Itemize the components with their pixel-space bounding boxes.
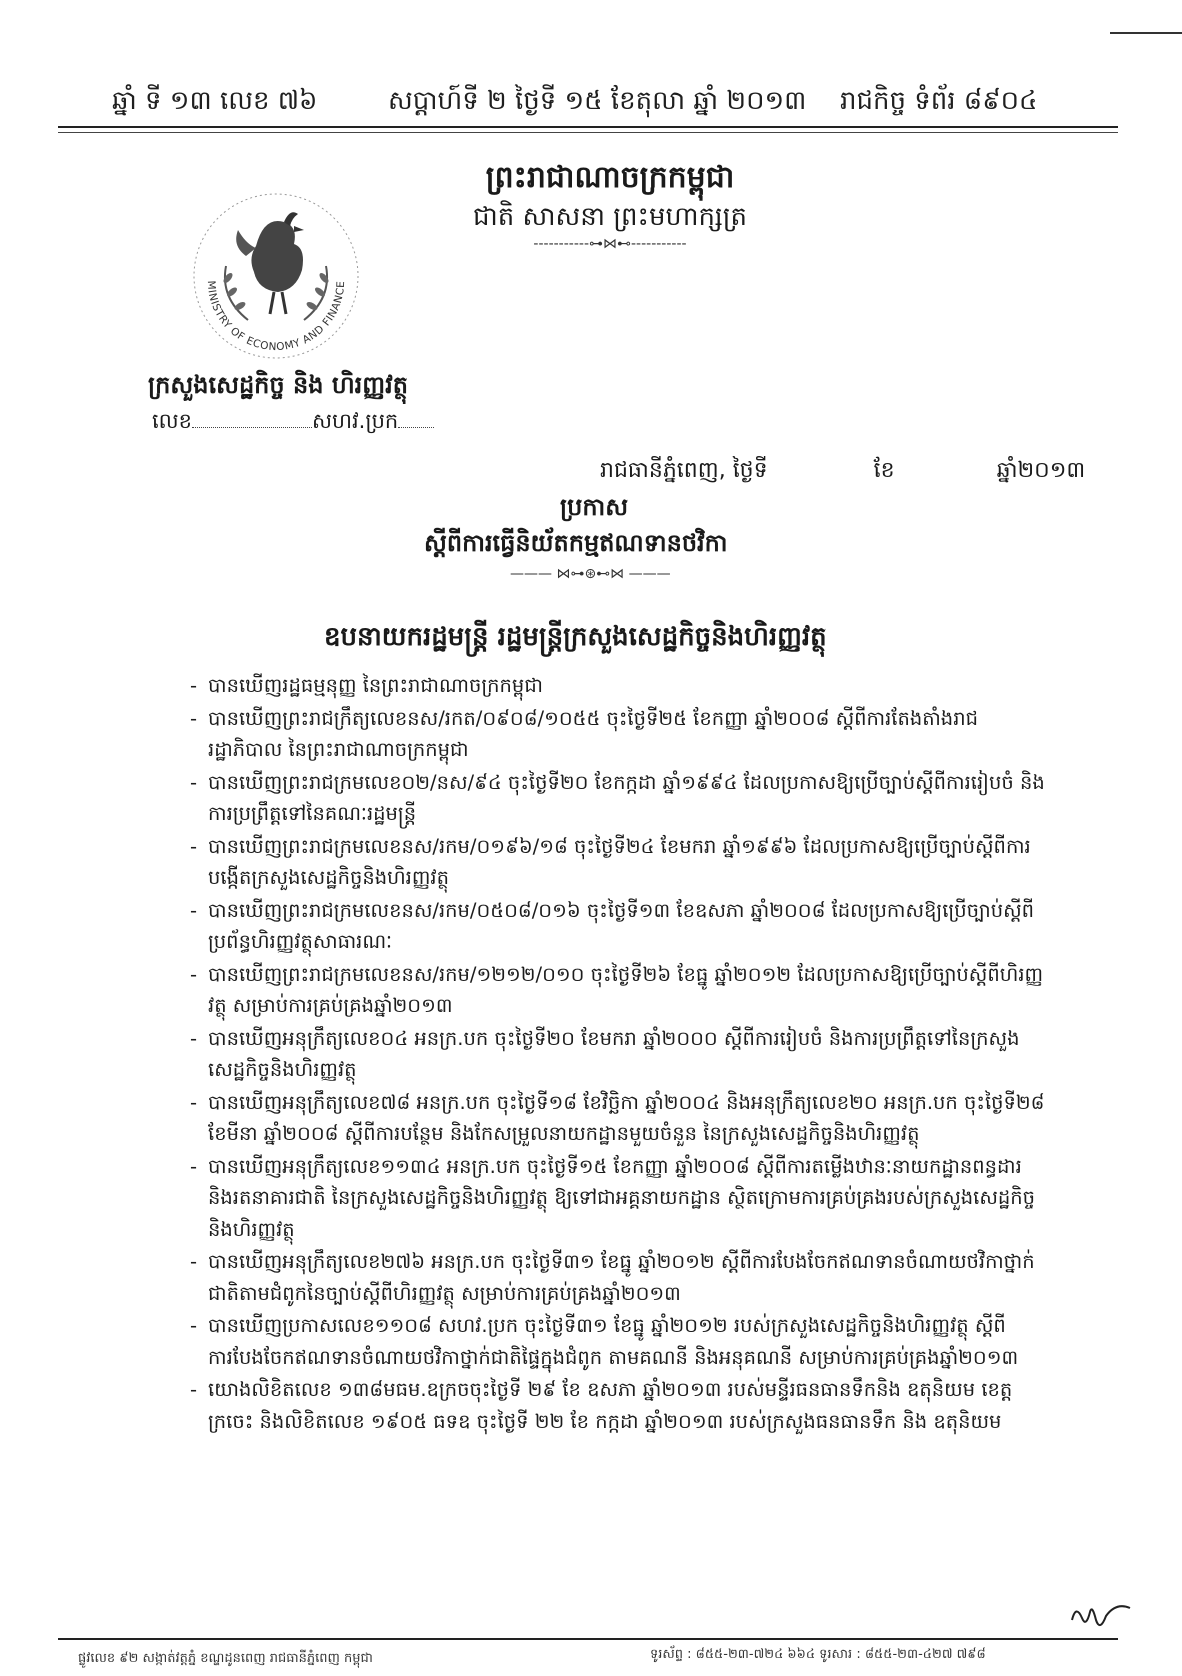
list-item: - បានឃើញព្រះរាជក្រមលេខនស/រកម/០៥០៨/០១៦ ចុះថ្ងៃទី១៣ ខែឧសភា ឆ្នាំ២០០៨ ដែលប្រកាសឱ្យប្រើច្បាប់ស្តីពីប្រព័ន្ធហិរញ្ញវត្ថុសាធារណៈ <box>190 898 1035 953</box>
ministry-seal-logo <box>186 186 366 366</box>
footer-rule <box>58 1638 1118 1640</box>
date-place: រាជធានីភ្នំពេញ, ថ្ងៃទី <box>600 458 768 483</box>
list-item: - យោងលិខិតលេខ ១៣៨មធម.ឧក្រចចុះថ្ងៃទី ២៩ ខែ ឧសភា ឆ្នាំ២០១៣ របស់មន្ទីរធនធានទឹកនិង ឧតុនិយម ខេត្តក្រចេះ និងលិខិតលេខ ១៩០៥ ធទឧ ចុះថ្ងៃទី ២២ ខែ កក្កដា ឆ្នាំ២០១៣ របស់ក្រសួងធនធានទឹក និង ឧតុនិយម <box>190 1378 1013 1433</box>
references-list <box>190 670 1046 1438</box>
date-month-label: ខែ <box>873 458 895 483</box>
list-item: - បានឃើញអនុក្រឹត្យលេខ០៤ អនក្រ.បក ចុះថ្ងៃទី២០ ខែមករា ឆ្នាំ២០០០ ស្តីពីការរៀបចំ និងការប្រព្រឹត្តទៅនៃក្រសួងសេដ្ឋកិច្ចនិងហិរញ្ញវត្ថុ <box>190 1026 1020 1081</box>
page-edge-mark <box>1110 32 1182 34</box>
ministry-name: ក្រសួងសេដ្ឋកិច្ច និង ហិរញ្ញវត្ថុ <box>148 371 408 399</box>
list-item: - បានឃើញព្រះរាជក្រមលេខនស/រកម/០១៩៦/១៨ ចុះថ្ងៃទី២៤ ខែមករា ឆ្នាំ១៩៩៦ ដែលប្រកាសឱ្យប្រើច្បាប់ស្តីពីការបង្កើតក្រសួងសេដ្ឋកិច្ចនិងហិរញ្ញវត្ថុ <box>190 834 1031 889</box>
national-motto: ជាតិ សាសនា ព្រះមហាក្សត្រ <box>473 202 747 232</box>
handwritten-initials <box>1066 1598 1136 1638</box>
footer-address: ផ្លូវលេខ ៩២ សង្កាត់វត្តភ្នំ ខណ្ឌដូនពេញ រាជធានីភ្នំពេញ កម្ពុជា <box>78 1651 373 1666</box>
date-line <box>600 456 1085 488</box>
document-title: ស្តីពីការធ្វើនិយ័តកម្មឥណទានថវិកា <box>424 529 728 557</box>
reference-number <box>152 408 434 439</box>
svg-text:MINISTRY OF ECONOMY AND FINANC: MINISTRY OF ECONOMY AND FINANCE <box>204 280 348 354</box>
header-rule <box>58 126 1118 128</box>
list-item: - បានឃើញអនុក្រឹត្យលេខ៧៨ អនក្រ.បក ចុះថ្ងៃទី១៨ ខែវិច្ឆិកា ឆ្នាំ២០០៤ និងអនុក្រឹត្យលេខ២០ អនក្រ.បក ចុះថ្ងៃទី២៨ ខែមីនា ឆ្នាំ២០០៨ ស្តីពីការបន្ថែម និងកែសម្រួលនាយកដ្ឋានមួយចំនួន នៃក្រសួងសេដ្ឋកិច្ចនិងហិរញ្ញវត្ថុ <box>190 1090 1045 1145</box>
list-item: - បានឃើញអនុក្រឹត្យលេខ១១៣៤ អនក្រ.បក ចុះថ្ងៃទី១៥ ខែកញ្ញា ឆ្នាំ២០០៨ ស្តីពីការតម្លើងឋានៈនាយកដ្ឋានពន្ធដារ និងរតនាគារជាតិ នៃក្រសួងសេដ្ឋកិច្ចនិងហិរញ្ញវត្ថុ ឱ្យទៅជាអគ្គនាយកដ្ឋាន ស្ថិតក្រោមការគ្រប់គ្រងរបស់ក្រសួងសេដ្ឋកិច្ចនិងហិរញ្ញវត្ថុ <box>190 1154 1036 1241</box>
list-item: - បានឃើញអនុក្រឹត្យលេខ២៧៦ អនក្រ.បក ចុះថ្ងៃទី៣១ ខែធ្នូ ឆ្នាំ២០១២ ស្តីពីការបែងចែកឥណទានចំណាយថវិកាថ្នាក់ជាតិតាមជំពូកនៃច្បាប់ស្តីពីហិរញ្ញវត្ថុ សម្រាប់ការគ្រប់គ្រងឆ្នាំ២០១៣ <box>190 1250 1035 1305</box>
motto-ornament: -----------⊶⋈⊷----------- <box>533 236 687 252</box>
list-item: - បានឃើញព្រះរាជក្រមលេខនស/រកម/១២១២/០១០ ចុះថ្ងៃទី២៦ ខែធ្នូ ឆ្នាំ២០១២ ដែលប្រកាសឱ្យប្រើច្បាប់ស្តីពីហិរញ្ញវត្ថុ សម្រាប់ការគ្រប់គ្រងឆ្នាំ២០១៣ <box>190 962 1044 1017</box>
footer-phone: ទូរស័ព្ទ : ៨៥៥-២៣-៧២៤ ៦៦៤ ទូរសារ : ៨៥៥-២៣-៤២៧ ៧៩៨ <box>650 1647 986 1662</box>
list-item: - បានឃើញរដ្ឋធម្មនុញ្ញ នៃព្រះរាជាណាចក្រកម្ពុជា <box>190 674 543 697</box>
reference-suffix: សហវ.ប្រក <box>312 409 399 433</box>
list-item: - បានឃើញប្រកាសលេខ១១០៨ សហវ.ប្រក ចុះថ្ងៃទី៣១ ខែធ្នូ ឆ្នាំ២០១២ របស់ក្រសួងសេដ្ឋកិច្ចនិងហិរញ្ញវត្ថុ ស្តីពីការបែងចែកឥណទានចំណាយថវិកាថ្នាក់ជាតិផ្ទៃក្នុងជំពូក តាមគណនី និងអនុគណនី សម្រាប់ការគ្រប់គ្រងឆ្នាំ២០១៣ <box>190 1314 1019 1369</box>
signer-title: ឧបនាយករដ្ឋមន្ត្រី រដ្ឋមន្ត្រីក្រសួងសេដ្ឋកិច្ចនិងហិរញ្ញវត្ថុ <box>324 622 827 652</box>
gazette-week-date: សប្តាហ៍ទី ២ ថ្ងៃទី ១៥ ខែតុលា ឆ្នាំ ២០១៣ <box>388 86 807 116</box>
date-year: ឆ្នាំ២០១៣ <box>996 458 1086 483</box>
reference-prefix: លេខ <box>152 409 192 433</box>
header-rule-thin <box>58 132 1118 133</box>
document-type: ប្រកាស <box>560 493 629 521</box>
list-item: - បានឃើញព្រះរាជក្រមលេខ០២/នស/៩៤ ចុះថ្ងៃទី២០ ខែកក្កដា ឆ្នាំ១៩៩៤ ដែលប្រកាសឱ្យប្រើច្បាប់ស្តីពីការរៀបចំ និងការប្រព្រឹត្តទៅនៃគណៈរដ្ឋមន្ត្រី <box>190 770 1045 825</box>
kingdom-name: ព្រះរាជាណាចក្រកម្ពុជា <box>485 160 735 195</box>
gazette-page-number: រាជកិច្ច ទំព័រ ៨៩០៤ <box>840 86 1038 116</box>
list-item: - បានឃើញព្រះរាជក្រឹត្យលេខនស/រកត/០៩០៨/១០៥៥ ចុះថ្ងៃទី២៥ ខែកញ្ញា ឆ្នាំ២០០៨ ស្តីពីការតែងតាំងរាជរដ្ឋាភិបាល នៃព្រះរាជាណាចក្រកម្ពុជា <box>190 706 978 761</box>
gazette-year-number: ឆ្នាំ ទី ១៣ លេខ ៧៦ <box>112 86 318 116</box>
title-ornament: ——— ⋈⊶⊛⊷⋈ ——— <box>510 566 671 582</box>
